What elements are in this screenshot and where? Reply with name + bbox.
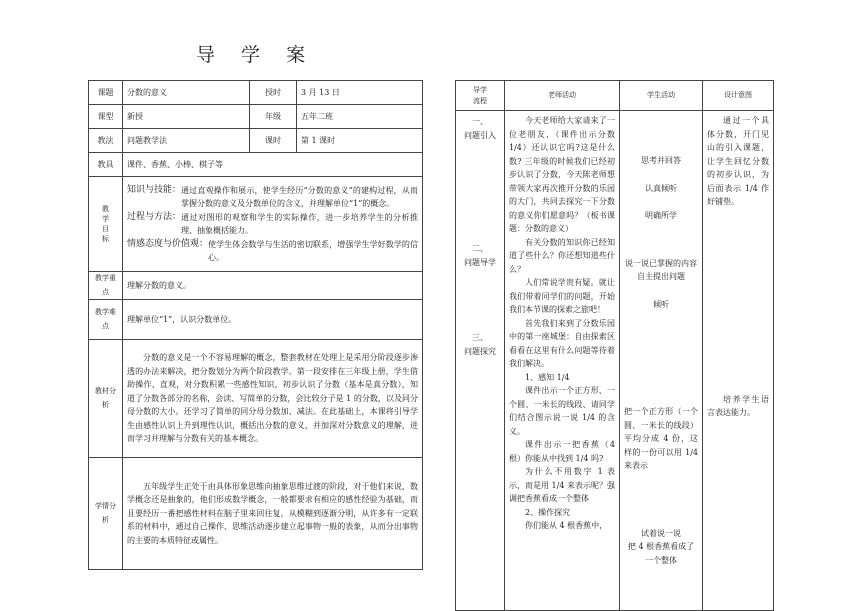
goal-process: 过程与方法： 通过对图形的观察和学生的实际操作，进一步培养学生的分析推理、抽象概括能力。	[127, 211, 418, 235]
design-text: 培养学生语言表达能力。	[707, 394, 769, 417]
teacher-column	[505, 111, 620, 611]
teacher-text: 课件出示一把香蕉（4 根）你能从中找到 1/4 吗?	[509, 440, 615, 463]
period-value: 第 1 课时	[297, 129, 423, 153]
teacher-text: 课件出示一个正方形、一个圆、一米长的线段、请同学们结合图示说一说 1/4 的含义。	[509, 386, 615, 436]
student-text: 明确所学	[645, 211, 677, 220]
grade-value: 五年二班	[297, 105, 423, 129]
goal-attitude: 情感态度与价值观： 使学生体会数学与生活的密切联系，增强学生学好数学的信心。	[127, 238, 418, 262]
date-value: 3 月 13 日	[297, 81, 423, 105]
aids-value: 课件、香蕉、小棒、棋子等	[123, 153, 423, 177]
student-analysis: 五年级学生正处于由具体形象思维向抽象思维过渡的阶段，对于他们来说，数学概念还是抽象的，他们形成数学概念，一般都要求有相应的感性经验为基础，而且要经历一番把感性材料在脑子里来回往复，从模糊到逐渐分明，从许多有一定联系的材料中，通过自己操作、思维活动逐步建立起事物一般的表象，从而分出事物的主要的本质特征或属性。	[123, 458, 423, 570]
student-text: 思考并回答	[641, 156, 681, 165]
header-design: 设计意图	[703, 81, 774, 111]
goals-content	[123, 177, 423, 272]
teacher-text: 1、感知 1/4	[525, 372, 570, 382]
design-column	[703, 111, 774, 611]
student-text: 说一说已掌握的内容	[625, 258, 697, 268]
teacher-text: 你们能从 4 根香蕉中，	[525, 521, 608, 530]
method-label: 教法	[89, 129, 123, 153]
period-label: 课时	[250, 129, 297, 153]
student-text: 把一个正方形（一个圆、一米长的线段）平均分成 4 份，这样的一份可以用 1/4 来表示	[624, 407, 698, 470]
key-label: 教学重点	[89, 272, 123, 300]
student-text: 倾听	[653, 299, 669, 309]
flow-column	[456, 111, 505, 611]
header-student: 学生活动	[620, 81, 703, 111]
student-column	[620, 111, 703, 611]
goals-label: 教学目标	[89, 177, 123, 272]
page-title: 导 学 案	[196, 44, 316, 66]
key-value: 理解分数的意义。	[123, 272, 423, 300]
type-label: 课型	[89, 105, 123, 129]
teacher-text: 为什么不用数字 1 表示，而是用 1/4 来表示呢？强调把香蕉看成一个整体	[509, 467, 615, 503]
teacher-text: 2、操作探究	[525, 507, 571, 517]
goal-knowledge: 知识与技能： 通过直观操作和展示，使学生经历“分数的意义”的建构过程，从而掌握分数的意义及分数单位的含义，并理解单位“1”的概念。	[127, 184, 418, 208]
difficulty-label: 教学难点	[89, 300, 123, 340]
flow-step-2: 二、 问题导学	[464, 244, 496, 267]
aids-label: 教具	[89, 153, 123, 177]
hours-label: 授时	[250, 81, 297, 105]
student-text: 自主提出问题	[637, 272, 685, 281]
textbook-label: 教材分析	[89, 340, 123, 458]
teaching-process-table	[455, 80, 774, 611]
flow-step-1: 一、 问题引入	[464, 117, 496, 140]
student-text: 把 4 根香蕉看成了一个整体	[627, 542, 695, 565]
header-teacher: 老师活动	[505, 81, 620, 111]
header-flow: 导学 流程	[456, 81, 505, 111]
teacher-text: 今天老师给大家请来了一位老朋友，（课件出示分数 1/4）还认识它吗?这是什么数? 三年级的时候我们已经初步认识了分数，今天陈老师想带领大家再次推开分数的乐园的大门，共同去探究一下分数的意义你们愿意吗？（板书课题：分数的意义）	[509, 116, 615, 233]
student-text: 认真倾听	[645, 183, 677, 193]
student-label: 学情分析	[89, 458, 123, 570]
textbook-analysis: 分数的意义是一个不容易理解的概念，整套教材在处理上是采用分阶段逐步渗透的办法来解决，把分数划分为两个阶段教学。第一段安排在三年级上册，学生借助操作、直观，对分数积累一些感性知识，初步认识了分数（基本是真分数），知道了分数各部分的名称，会读、写简单的分数，会比较分子是 1 的分数，以及同分母分数的大小。还学习了简单的同分母分数加、减法。在此基础上，本课将引导学生由感性认识上升到理性认识，概括出分数的意义，并加深对分数意义的理解，进而学习并理解与分数有关的基本概念。	[123, 340, 423, 458]
teacher-text: 首先我们来到了分数乐园中的第一座城堡：自由探索区看看在这里有什么问题等待着我们解决。	[509, 318, 615, 368]
difficulty-value: 理解单位“1”，认识分数单位。	[123, 300, 423, 340]
topic-value: 分数的意义	[123, 81, 250, 105]
design-text: 通过一个具体分数，开门见山的引入课题，让学生回忆分数的初步认识，为后面表示 1/4 作好铺垫。	[707, 116, 769, 206]
flow-step-3: 三、 问题探究	[464, 333, 496, 356]
method-value: 问题教学法	[123, 129, 250, 153]
student-text: 试着说一说	[641, 528, 681, 538]
lesson-info-table	[88, 80, 423, 570]
teacher-text: 有关分数的知识你已经知道了些什么？你还想知道些什么？	[509, 237, 615, 274]
topic-label: 课题	[89, 81, 123, 105]
grade-label: 年级	[250, 105, 297, 129]
type-value: 新授	[123, 105, 250, 129]
teacher-text: 人们常说学贵有疑。就让我们带着同学们的问题，开始我们本节课的探索之旅吧！	[509, 278, 615, 314]
